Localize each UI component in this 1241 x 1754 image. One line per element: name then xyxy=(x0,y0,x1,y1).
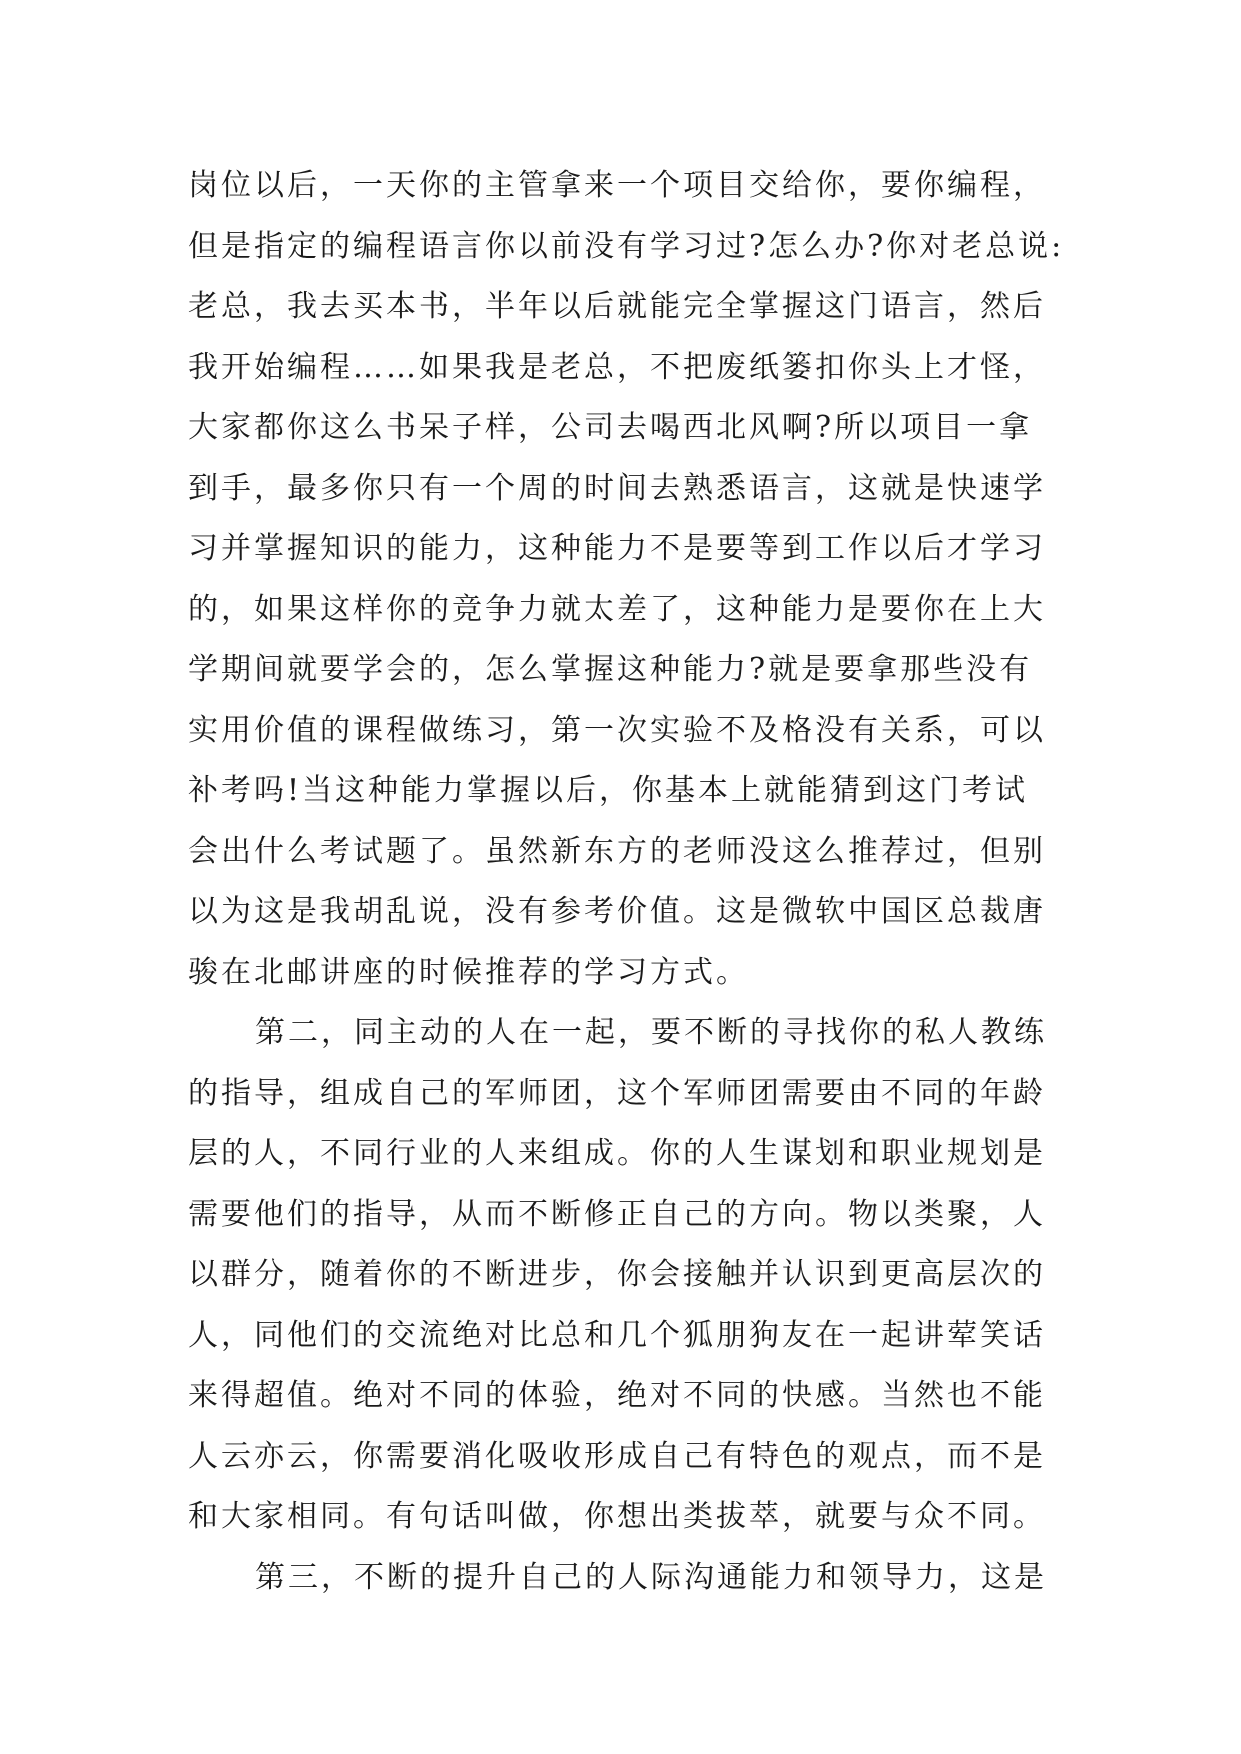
text-line: 人云亦云，你需要消化吸收形成自己有特色的观点，而不是 xyxy=(188,1438,1046,1474)
text-line: 老总，我去买本书，半年以后就能完全掌握这门语言，然后 xyxy=(188,289,1046,324)
text-line: 补考吗!当这种能力掌握以后，你基本上就能猜到这门考试 xyxy=(188,773,1029,808)
text-line: 的指导，组成自己的军师团，这个军师团需要由不同的年龄 xyxy=(188,1075,1046,1111)
text-line: 我开始编程……如果我是老总，不把废纸篓扣你头上才怪， xyxy=(188,349,1046,385)
paragraph-start-line: 第二，同主动的人在一起，要不断的寻找你的私人教练 xyxy=(255,1015,1047,1050)
text-line: 骏在北邮讲座的时候推荐的学习方式。 xyxy=(188,954,749,990)
text-line: 以群分，随着你的不断进步，你会接触并认识到更高层次的 xyxy=(188,1257,1046,1292)
text-line: 岗位以后，一天你的主管拿来一个项目交给你，要你编程， xyxy=(188,168,1046,203)
text-line: 大家都你这么书呆子样，公司去喝西北风啊?所以项目一拿 xyxy=(188,410,1033,445)
paragraph-start-line: 第三，不断的提升自己的人际沟通能力和领导力，这是 xyxy=(255,1559,1047,1595)
body-text xyxy=(188,156,1068,1608)
text-line: 需要他们的指导，从而不断修正自己的方向。物以类聚，人 xyxy=(188,1196,1046,1232)
text-line: 会出什么考试题了。虽然新东方的老师没这么推荐过，但别 xyxy=(188,833,1046,869)
text-line: 但是指定的编程语言你以前没有学习过?怎么办?你对老总说: xyxy=(188,228,1065,264)
text-line: 的，如果这样你的竞争力就太差了，这种能力是要你在上大 xyxy=(188,591,1046,627)
text-line: 到手，最多你只有一个周的时间去熟悉语言，这就是快速学 xyxy=(188,470,1046,506)
text-line: 习并掌握知识的能力，这种能力不是要等到工作以后才学习 xyxy=(188,531,1046,566)
text-line: 来得超值。绝对不同的体验，绝对不同的快感。当然也不能 xyxy=(188,1378,1046,1413)
text-line: 学期间就要学会的，怎么掌握这种能力?就是要拿那些没有 xyxy=(188,652,1033,687)
text-line: 人，同他们的交流绝对比总和几个狐朋狗友在一起讲荤笑话 xyxy=(188,1317,1046,1353)
text-line: 和大家相同。有句话叫做，你想出类拔萃，就要与众不同。 xyxy=(188,1499,1046,1534)
text-line: 以为这是我胡乱说，没有参考价值。这是微软中国区总裁唐 xyxy=(188,894,1046,929)
text-line: 实用价值的课程做练习，第一次实验不及格没有关系，可以 xyxy=(188,712,1046,748)
text-line: 层的人，不同行业的人来组成。你的人生谋划和职业规划是 xyxy=(188,1136,1046,1171)
